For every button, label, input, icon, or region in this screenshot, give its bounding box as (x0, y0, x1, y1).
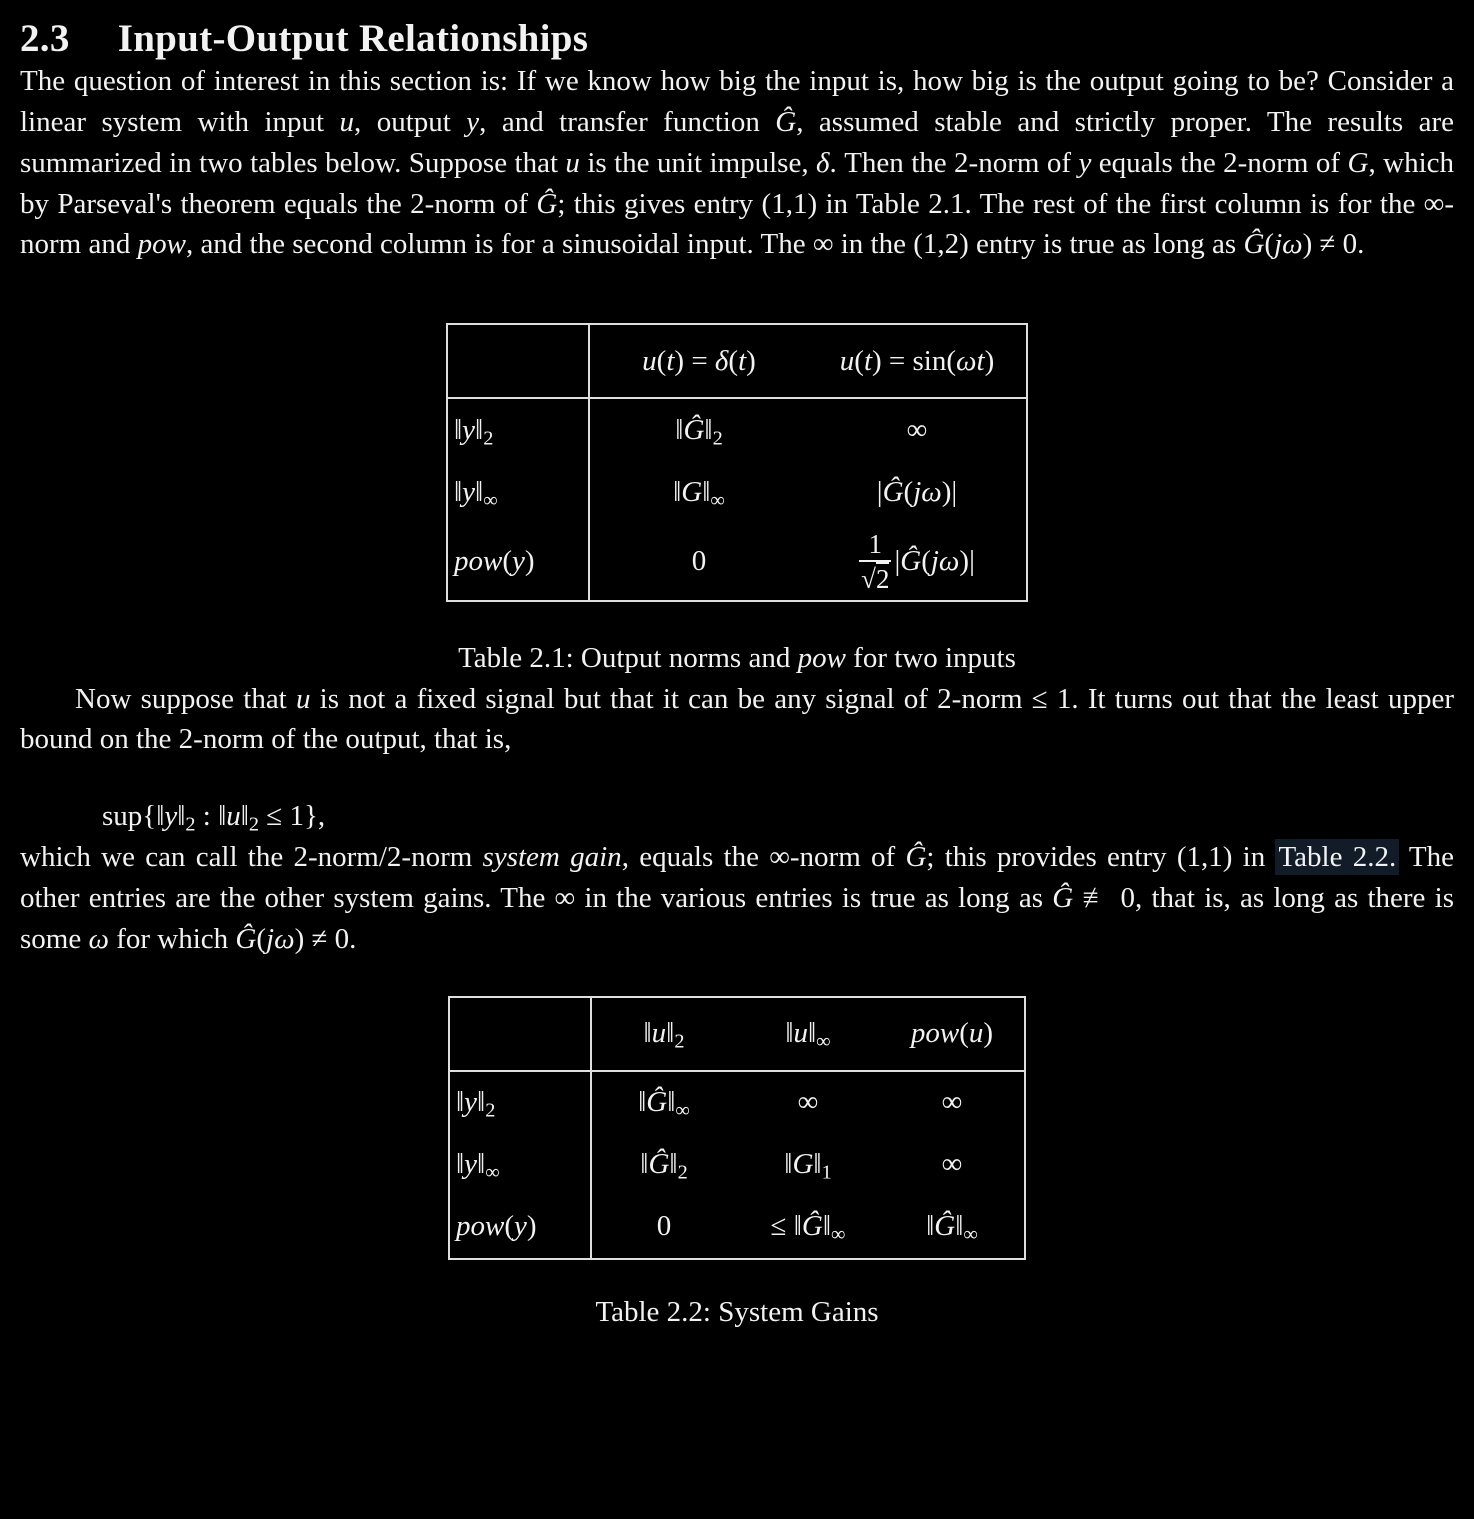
fraction-trailing-expression (894, 545, 974, 577)
text-run: The other entries are the other system gains. The ∞ in the various entries is true as long as (20, 841, 1455, 915)
table-cell (736, 1134, 880, 1196)
text-run: ) ≠ 0. (294, 922, 357, 955)
table-cell (591, 1196, 736, 1259)
math-var: jω (913, 475, 942, 508)
section-number: 2.3 (20, 17, 70, 60)
text-run: ∞ (830, 1224, 846, 1247)
text-run: Now suppose that (75, 682, 296, 715)
text-run: )| (959, 545, 975, 578)
text-run: ‖ (667, 1086, 676, 1119)
paragraph-sup (20, 679, 1454, 761)
math-var: δ (714, 344, 729, 377)
table-corner-cell (447, 324, 589, 398)
table-cell (589, 461, 808, 523)
text-run: ) (984, 344, 995, 377)
section-heading (20, 18, 1454, 61)
text-run: is not a fixed signal but that it can be any signal of 2-norm ≤ 1. It turns out that the least upper bound on the 2-norm of the output, that is, (20, 682, 1454, 756)
table-row (447, 398, 1027, 461)
row-label-cell (449, 1071, 591, 1134)
math-var: Ĝ (1243, 228, 1265, 261)
row-label-cell (447, 461, 589, 523)
math-var: Ĝ (775, 105, 797, 138)
math-var: y (464, 1148, 478, 1181)
text-run: , output (354, 105, 467, 138)
math-var: y (514, 1210, 527, 1243)
table-2-1 (446, 323, 1028, 601)
text-run: , assumed stable and strictly proper. The results are summarized in two tables below. Suppose that (20, 105, 1454, 179)
math-var: u (839, 344, 855, 377)
math-var: y (462, 475, 476, 508)
table-cell (880, 1196, 1025, 1259)
radicand: 2 (875, 563, 890, 594)
text-run: ‖ (640, 1148, 649, 1181)
table-header-cell (589, 324, 808, 398)
row-label-cell (449, 1134, 591, 1196)
row-label-cell (449, 1196, 591, 1259)
math-var: y (466, 105, 480, 138)
text-run: ∞ (797, 1086, 819, 1119)
table-cell (589, 398, 808, 461)
text-run: )| (941, 475, 958, 508)
math-var: y (164, 800, 178, 833)
text-run: ) (524, 545, 535, 578)
table-2-2-link[interactable]: Table 2.2. (1275, 839, 1399, 875)
text-run: which we can call the 2-norm/2-norm (20, 841, 483, 874)
text-run: sup{‖ (102, 800, 165, 833)
text-run: 2 (483, 427, 494, 450)
text-run: ‖ (454, 413, 463, 446)
text-run: ‖ (955, 1210, 964, 1243)
text-run: equals the 2-norm of (1091, 146, 1348, 179)
text-run: ‖ (666, 1017, 675, 1050)
text-run: ; this provides entry (1,1) in (926, 841, 1276, 874)
text-run: 1 (821, 1162, 832, 1185)
text-run: | (876, 475, 883, 508)
fraction-denominator (859, 560, 891, 594)
math-var: Ĝ (1052, 882, 1074, 915)
text-run: ∞ (485, 1162, 500, 1185)
table-corner-cell (449, 997, 591, 1071)
math-var: Ĝ (235, 922, 257, 955)
text-run: : ‖ (195, 800, 227, 833)
math-var: system gain (482, 841, 622, 874)
section-title: Input-Output Relationships (117, 17, 589, 60)
text-run: ( (959, 1017, 969, 1050)
table-row (447, 461, 1027, 523)
math-var: jω (930, 545, 960, 578)
math-var: y (512, 545, 525, 578)
text-run: ‖ (822, 1210, 831, 1243)
text-run: ( (1264, 228, 1275, 261)
table-header-row (449, 997, 1025, 1071)
table-cell (736, 1071, 880, 1134)
table-2-2-caption (20, 1292, 1454, 1333)
math-var: Ĝ (801, 1210, 823, 1243)
text-run: ‖ (675, 413, 684, 446)
fraction (859, 529, 891, 593)
text-run: ( (903, 475, 914, 508)
text-run: ; this gives entry (1,1) in Table 2.1. The rest of the first column is for the ∞-norm and (20, 187, 1455, 261)
table-2-1-caption (20, 638, 1454, 679)
math-var: Ĝ (905, 841, 927, 874)
text-run: is the unit impulse, (579, 146, 817, 179)
text-run: ‖ (475, 413, 484, 446)
math-var: u (226, 800, 241, 833)
text-run: ‖ (784, 1148, 793, 1181)
text-run: ≤ 1}, (259, 800, 326, 833)
text-run: , equals the ∞-norm of (621, 841, 906, 874)
math-var: y (1078, 146, 1092, 179)
text-run: ) (526, 1210, 537, 1243)
text-run: ) (746, 344, 756, 377)
text-run: , and the second column is for a sinusoidal input. The ∞ in the (1,2) entry is true as long as (185, 228, 1244, 261)
text-run: ( (256, 922, 267, 955)
math-var: Ĝ (683, 413, 705, 446)
math-var: Ĝ (882, 475, 904, 508)
text-run: ‖ (177, 800, 186, 833)
text-run: 2 (677, 1162, 688, 1185)
math-var: u (793, 1017, 809, 1050)
text-run: ‖ (785, 1017, 794, 1050)
paragraph-system-gain (20, 837, 1454, 960)
math-var: pow (910, 1017, 960, 1050)
text-run: 2 (248, 814, 260, 837)
math-var: u (968, 1017, 984, 1050)
text-run: . Then the 2-norm of (829, 146, 1079, 179)
math-var: Ĝ (646, 1086, 668, 1119)
math-var: pow (454, 545, 503, 578)
table-2-2-container (20, 996, 1454, 1260)
math-var: pow (137, 228, 186, 261)
text-run: ( (921, 545, 931, 578)
math-var: u (651, 1017, 667, 1050)
math-var: u (565, 146, 580, 179)
text-run: ‖ (926, 1210, 935, 1243)
table-cell (591, 1134, 736, 1196)
radical-sign: √ (861, 563, 876, 594)
text-run: ∞ (941, 1148, 963, 1181)
text-run: , which by Parseval's theorem equals the 2-norm of (20, 146, 1455, 220)
text-run: 2 (674, 1031, 685, 1054)
text-run: Table 2.2: System Gains (595, 1295, 879, 1328)
math-var: δ (816, 146, 830, 179)
math-var: y (462, 413, 476, 446)
text-run: 2 (485, 1100, 496, 1123)
table-header-cell (880, 997, 1025, 1071)
table-row (449, 1134, 1025, 1196)
table-2-1-container (20, 323, 1454, 601)
text-run: ‖ (638, 1086, 647, 1119)
text-run: ( (854, 344, 864, 377)
text-run: for which (108, 922, 236, 955)
table-cell (589, 523, 808, 600)
math-var: jω (266, 922, 295, 955)
table-header-cell (591, 997, 736, 1071)
math-var: y (464, 1086, 478, 1119)
table-row (447, 523, 1027, 600)
text-run: ) = sin( (872, 344, 957, 377)
text-run: ‖ (456, 1086, 465, 1119)
text-run: ∞ (816, 1031, 831, 1054)
fraction-numerator: 1 (868, 529, 883, 560)
table-cell (808, 461, 1027, 523)
text-run: 0 (691, 545, 707, 578)
text-run: ) ≠ 0. (1302, 228, 1365, 261)
text-run: ‖ (456, 1148, 465, 1181)
text-run: ∞ (483, 489, 498, 512)
text-run: ( (656, 344, 667, 377)
paragraph-intro (20, 61, 1454, 265)
text-run: 2 (712, 427, 723, 450)
math-var: t (666, 344, 675, 377)
text-run: ‖ (643, 1017, 652, 1050)
table-row (449, 1196, 1025, 1259)
math-var: t (738, 344, 747, 377)
text-run: ≢ 0, that is, as long as there is some (20, 882, 1454, 955)
text-run: ∞ (906, 413, 928, 446)
math-var: ωt (956, 344, 985, 377)
table-row (449, 1071, 1025, 1134)
table-cell (808, 398, 1027, 461)
text-run: ( (728, 344, 739, 377)
text-run: ‖ (669, 1148, 678, 1181)
table-cell (591, 1071, 736, 1134)
table-cell (880, 1134, 1025, 1196)
text-run: 2 (185, 814, 196, 837)
math-var: G (681, 475, 703, 508)
text-run: ‖ (240, 800, 249, 833)
text-run: ( (502, 545, 513, 578)
text-run: ∞ (675, 1100, 690, 1123)
text-run: ) = (674, 344, 715, 377)
text-run: ‖ (702, 475, 711, 508)
text-run: ‖ (808, 1017, 817, 1050)
math-var: Ĝ (536, 187, 558, 220)
math-var: pow (456, 1210, 505, 1243)
text-run: ∞ (941, 1086, 963, 1119)
text-run: ‖ (454, 475, 463, 508)
math-var: ω (88, 922, 109, 955)
math-var: pow (797, 641, 846, 674)
text-run: ≤ ‖ (770, 1210, 802, 1243)
row-label-cell (447, 523, 589, 600)
math-var: G (1347, 146, 1369, 179)
text-run: ‖ (475, 475, 484, 508)
text-run: ‖ (813, 1148, 822, 1181)
table-2-2 (448, 996, 1026, 1260)
text-run: The question of interest in this section is: If we know how big the input is, how big is the output going to be? Consider a linear system with input (20, 64, 1454, 138)
text-run: , and transfer function (479, 105, 776, 138)
text-run: ) (983, 1017, 994, 1050)
text-run: ‖ (477, 1086, 486, 1119)
math-var: jω (1274, 228, 1303, 261)
math-var: u (339, 105, 355, 138)
text-run: ∞ (963, 1224, 978, 1247)
row-label-cell (447, 398, 589, 461)
table-cell-fraction (808, 523, 1027, 600)
text-run: ‖ (704, 413, 713, 446)
math-var: u (642, 344, 657, 377)
table-cell (880, 1071, 1025, 1134)
table-cell (736, 1196, 880, 1259)
text-run: ∞ (710, 489, 725, 512)
math-var: u (295, 682, 311, 715)
table-header-cell (736, 997, 880, 1071)
text-run: ‖ (477, 1148, 486, 1181)
text-run: ‖ (673, 475, 682, 508)
text-run: | (894, 545, 901, 578)
math-var: t (863, 344, 872, 377)
math-var: Ĝ (900, 545, 922, 578)
text-run: 0 (656, 1210, 672, 1243)
table-header-cell (808, 324, 1027, 398)
math-var: G (792, 1148, 814, 1181)
text-run: for two inputs (845, 641, 1016, 674)
equation-sup-norm (102, 796, 1454, 837)
text-run: Table 2.1: Output norms and (458, 641, 798, 674)
table-header-row (447, 324, 1027, 398)
math-var: Ĝ (648, 1148, 670, 1181)
text-run: ( (504, 1210, 515, 1243)
math-var: Ĝ (934, 1210, 956, 1243)
